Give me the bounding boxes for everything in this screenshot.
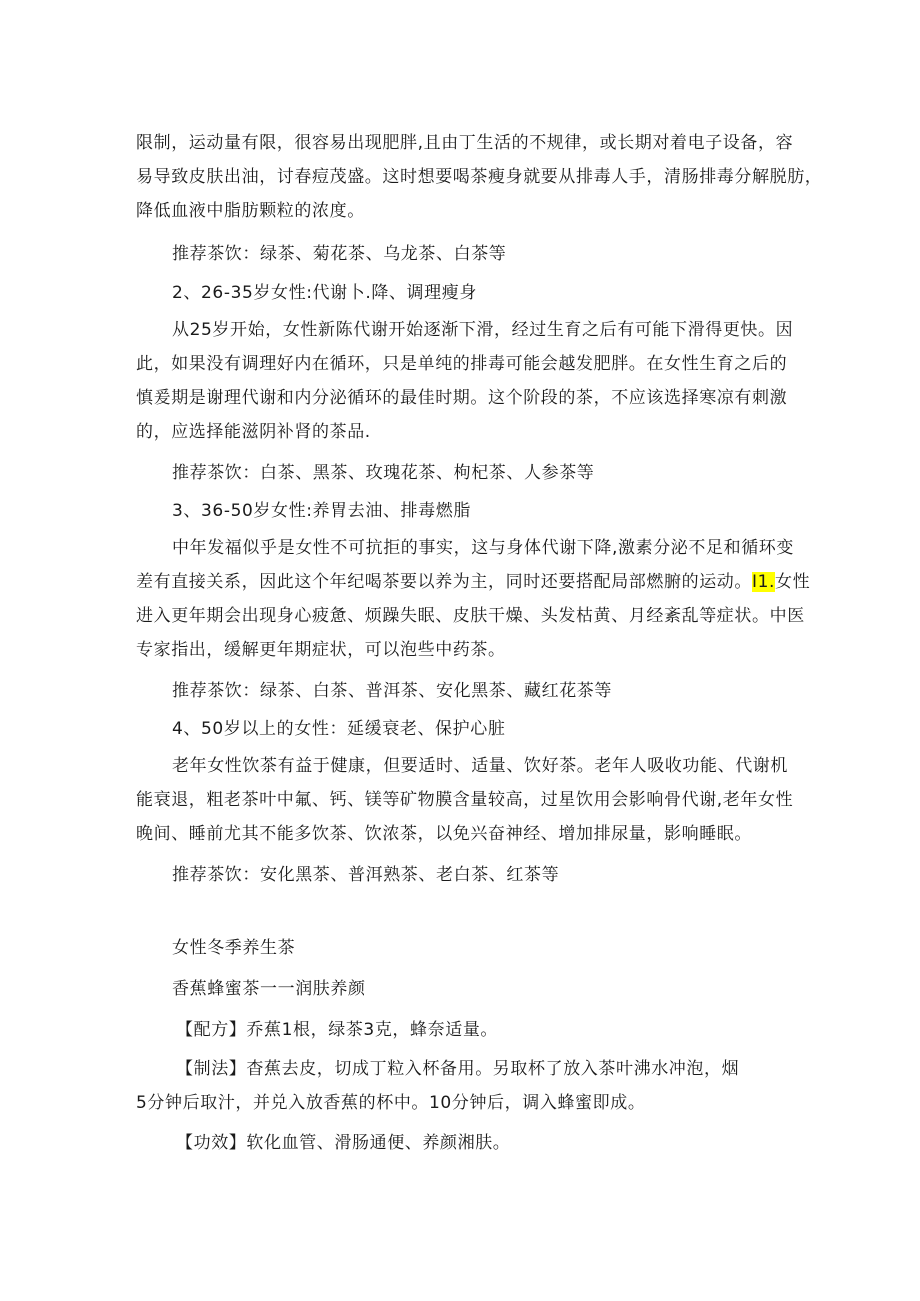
paragraph-50-plus [136,749,794,851]
text-line: 能衰退，粗老茶叶中氟、钙、镁等矿物膜含量较高，过星饮用会影响骨代谢,老年女性 [136,790,794,810]
text-line: 晚间、睡前尤其不能多饮茶、饮浓茶，以免兴奋神经、增加排尿量，影响睡眠。 [136,824,752,844]
recommended-teas-4: 推荐茶饮：安化黑茶、普洱熟茶、老白茶、红茶等 [172,865,560,885]
text-line: 此，如果没有调理好内在循环，只是单纯的排毒可能会越发肥胖。在女性生育之后的 [136,354,788,374]
section-heading-36-50: 3、36-50岁女性:养胃去油、排毒燃脂 [172,501,471,521]
text-line: 从25岁开始，女性新陈代谢开始逐渐下滑，经过生育之后有可能下滑得更快。因 [172,320,794,340]
text-line: 5分钟后取汁，并兑入放香蕉的杯中。10分钟后，调入蜂蜜即成。 [136,1093,646,1113]
text-segment: 差有直接关系，因此这个年纪喝茶要以养为主，同时还要搭配局部燃腑的运动。 [136,572,752,592]
recommended-teas-1: 推荐茶饮：绿茶、菊花茶、乌龙茶、白茶等 [172,244,507,264]
paragraph-intro [136,126,823,228]
text-line [136,565,811,599]
text-line: 【制法】杳蕉去皮，切成丁粒入杯备用。另取杯了放入茶叶沸水冲泡，烟 [176,1059,740,1079]
text-line: 易导致皮肤出油，讨春痘茂盛。这时想要喝茶瘦身就要从排毒人手，清肠排毒分解脱肪， [136,167,823,187]
recommended-teas-3: 推荐茶饮：绿茶、白茶、普洱茶、安化黑茶、藏红花茶等 [172,681,612,701]
text-line: 老年女性饮茶有益于健康，但要适时、适量、饮好茶。老年人吸收功能、代谢机 [172,756,788,776]
text-line: 降低血液中脂肪颗粒的浓度。 [136,201,365,221]
text-line: 进入更年期会出现身心疲惫、烦躁失眠、皮肤干燥、头发枯黄、月经紊乱等症状。中医 [136,606,805,626]
recipe-formula: 【配方】乔蕉1根，绿茶3克，蜂奈适量。 [176,1020,499,1040]
text-line: 的，应选择能滋阴补肾的茶品. [136,422,371,442]
section-heading-26-35: 2、26-35岁女性:代谢卜.降、调理瘦身 [172,283,477,303]
section-title-winter-tea: 女性冬季养生茶 [172,938,296,958]
recommended-teas-2: 推荐茶饮：白茶、黑茶、玫瑰花茶、枸杞茶、人参茶等 [172,463,595,483]
text-line: 限制，运动量有限，很容易出现肥胖,且由丁生活的不规律，或长期对着电子设备，容 [136,133,794,153]
section-heading-50-plus: 4、50岁以上的女性：延缓衰老、保护心脏 [172,719,506,739]
highlighted-mark: I1. [752,572,776,592]
text-line: 专家指出，缓解更年期症状，可以泡些中药茶。 [136,640,506,660]
text-line: 慎爰期是谢理代谢和内分泌循环的最佳时期。这个阶段的茶，不应该选择寒凉有刺激 [136,388,788,408]
text-segment: 女性 [775,572,811,592]
recipe-method [136,1052,776,1120]
paragraph-26-35 [136,313,794,449]
recipe-title: 香蕉蜂蜜茶一一润肤养颜 [172,979,366,999]
text-line: 中年发福似乎是女性不可抗拒的事实，这与身体代谢下降,激素分泌不足和循环变 [172,538,795,558]
paragraph-36-50 [136,531,811,667]
recipe-effect: 【功效】软化血管、滑肠通便、养颜湘肤。 [176,1133,511,1153]
